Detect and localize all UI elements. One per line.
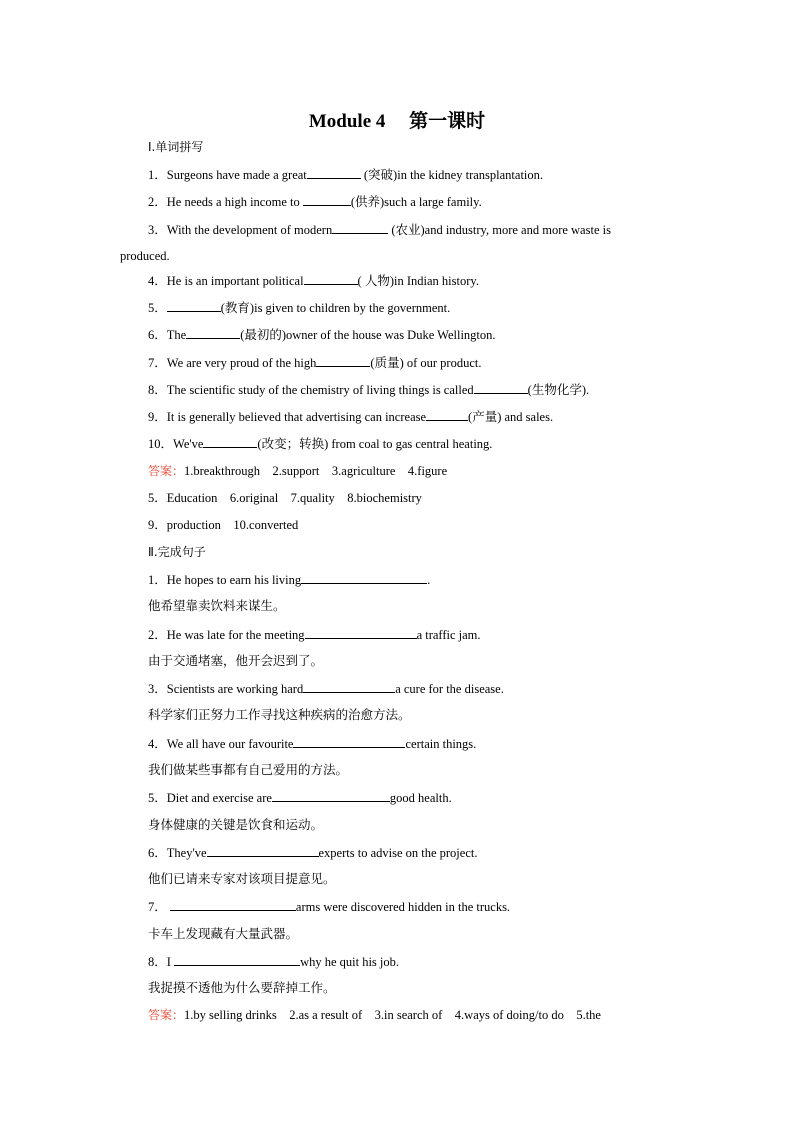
answer-blank[interactable] [301,571,427,584]
vocab-answers-line-2: 5．Education 6.original 7.quality 8.biochemistry [148,491,422,505]
sentence-translation-7: 卡车上发现藏有大量武器。 [148,926,299,941]
answer-label: 答案： [148,464,185,478]
answer-blank[interactable] [174,953,300,966]
vocab-question-9: 9．It is generally believed that advertising can increase (产量) and sales. [148,410,554,424]
answer-blank[interactable] [203,435,257,448]
answer-blank[interactable] [305,626,417,639]
vocab-question-4: 4．He is an important political ( 人物)in Indian history. [148,274,479,288]
vocab-question-5: 5． (教育)is given to children by the government. [148,301,451,315]
answer-blank[interactable] [474,381,528,394]
vocab-answers-line-3: 9．production 10.converted [148,518,299,532]
sentence-translation-8: 我捉摸不透他为什么要辞掉工作。 [148,980,336,995]
sentence-translation-5: 身体健康的关键是饮食和运动。 [148,817,324,832]
answer-blank[interactable] [304,272,358,285]
section-heading-vocabulary: Ⅰ.单词拼写 [148,140,204,154]
answer-blank[interactable] [207,844,319,857]
answer-blank[interactable] [316,354,370,367]
sentence-question-2: 2．He was late for the meeting a traffic jam. [148,628,481,642]
answer-blank[interactable] [293,735,405,748]
answer-blank[interactable] [307,166,361,179]
vocab-question-1: 1．Surgeons have made a great (突破)in the kidney transplantation. [148,168,544,182]
answer-blank[interactable] [303,193,351,206]
answer-blank[interactable] [303,680,395,693]
sentence-translation-3: 科学家们正努力工作寻找这种疾病的治愈方法。 [148,707,411,722]
sentence-question-4: 4．We all have our favourite certain things. [148,737,477,751]
sentence-question-6: 6．They've experts to advise on the project. [148,846,478,860]
sentence-question-1: 1．He hopes to earn his living . [148,573,431,587]
answer-blank[interactable] [272,789,390,802]
vocab-question-2: 2．He needs a high income to (供养)such a large family. [148,195,482,209]
answer-blank[interactable] [167,299,221,312]
answer-blank[interactable] [426,408,468,421]
sentence-answers-line: 答案：1.by selling drinks 2.as a result of 3.in search of 4.ways of doing/to do 5.the [148,1008,601,1022]
sentence-question-8: 8．I why he quit his job. [148,955,400,969]
sentence-translation-6: 他们已请来专家对该项目提意见。 [148,871,336,886]
page-title: Module 4 第一课时 [308,111,486,132]
sentence-question-5: 5．Diet and exercise are good health. [148,791,452,805]
vocab-question-7: 7．We are very proud of the high (质量) of our product. [148,356,482,370]
sentence-translation-2: 由于交通堵塞，他开会迟到了。 [148,653,324,668]
section-heading-sentences: Ⅱ.完成句子 [148,545,206,559]
vocab-question-6: 6．The (最初的)owner of the house was Duke Wellington. [148,328,496,342]
sentence-translation-1: 他希望靠卖饮料来谋生。 [148,598,286,613]
answer-label: 答案： [148,1008,185,1022]
sentence-question-7: 7． arms were discovered hidden in the trucks. [148,900,511,914]
answer-blank[interactable] [332,221,388,234]
answer-blank[interactable] [186,326,240,339]
answer-blank[interactable] [170,898,296,911]
sentence-translation-4: 我们做某些事都有自己爱用的方法。 [148,762,349,777]
vocab-question-10: 10．We've (改变；转换) from coal to gas central heating. [148,437,493,451]
vocab-question-8: 8．The scientific study of the chemistry of living things is called (生物化学). [148,383,590,397]
sentence-question-3: 3．Scientists are working hard a cure for the disease. [148,682,504,696]
vocab-answers-line-1: 答案：1.breakthrough 2.support 3.agriculture 4.figure [148,464,448,478]
vocab-question-3: 3．With the development of modern (农业)and industry, more and more waste is [148,223,611,237]
vocab-question-3-continued: produced. [120,249,170,263]
